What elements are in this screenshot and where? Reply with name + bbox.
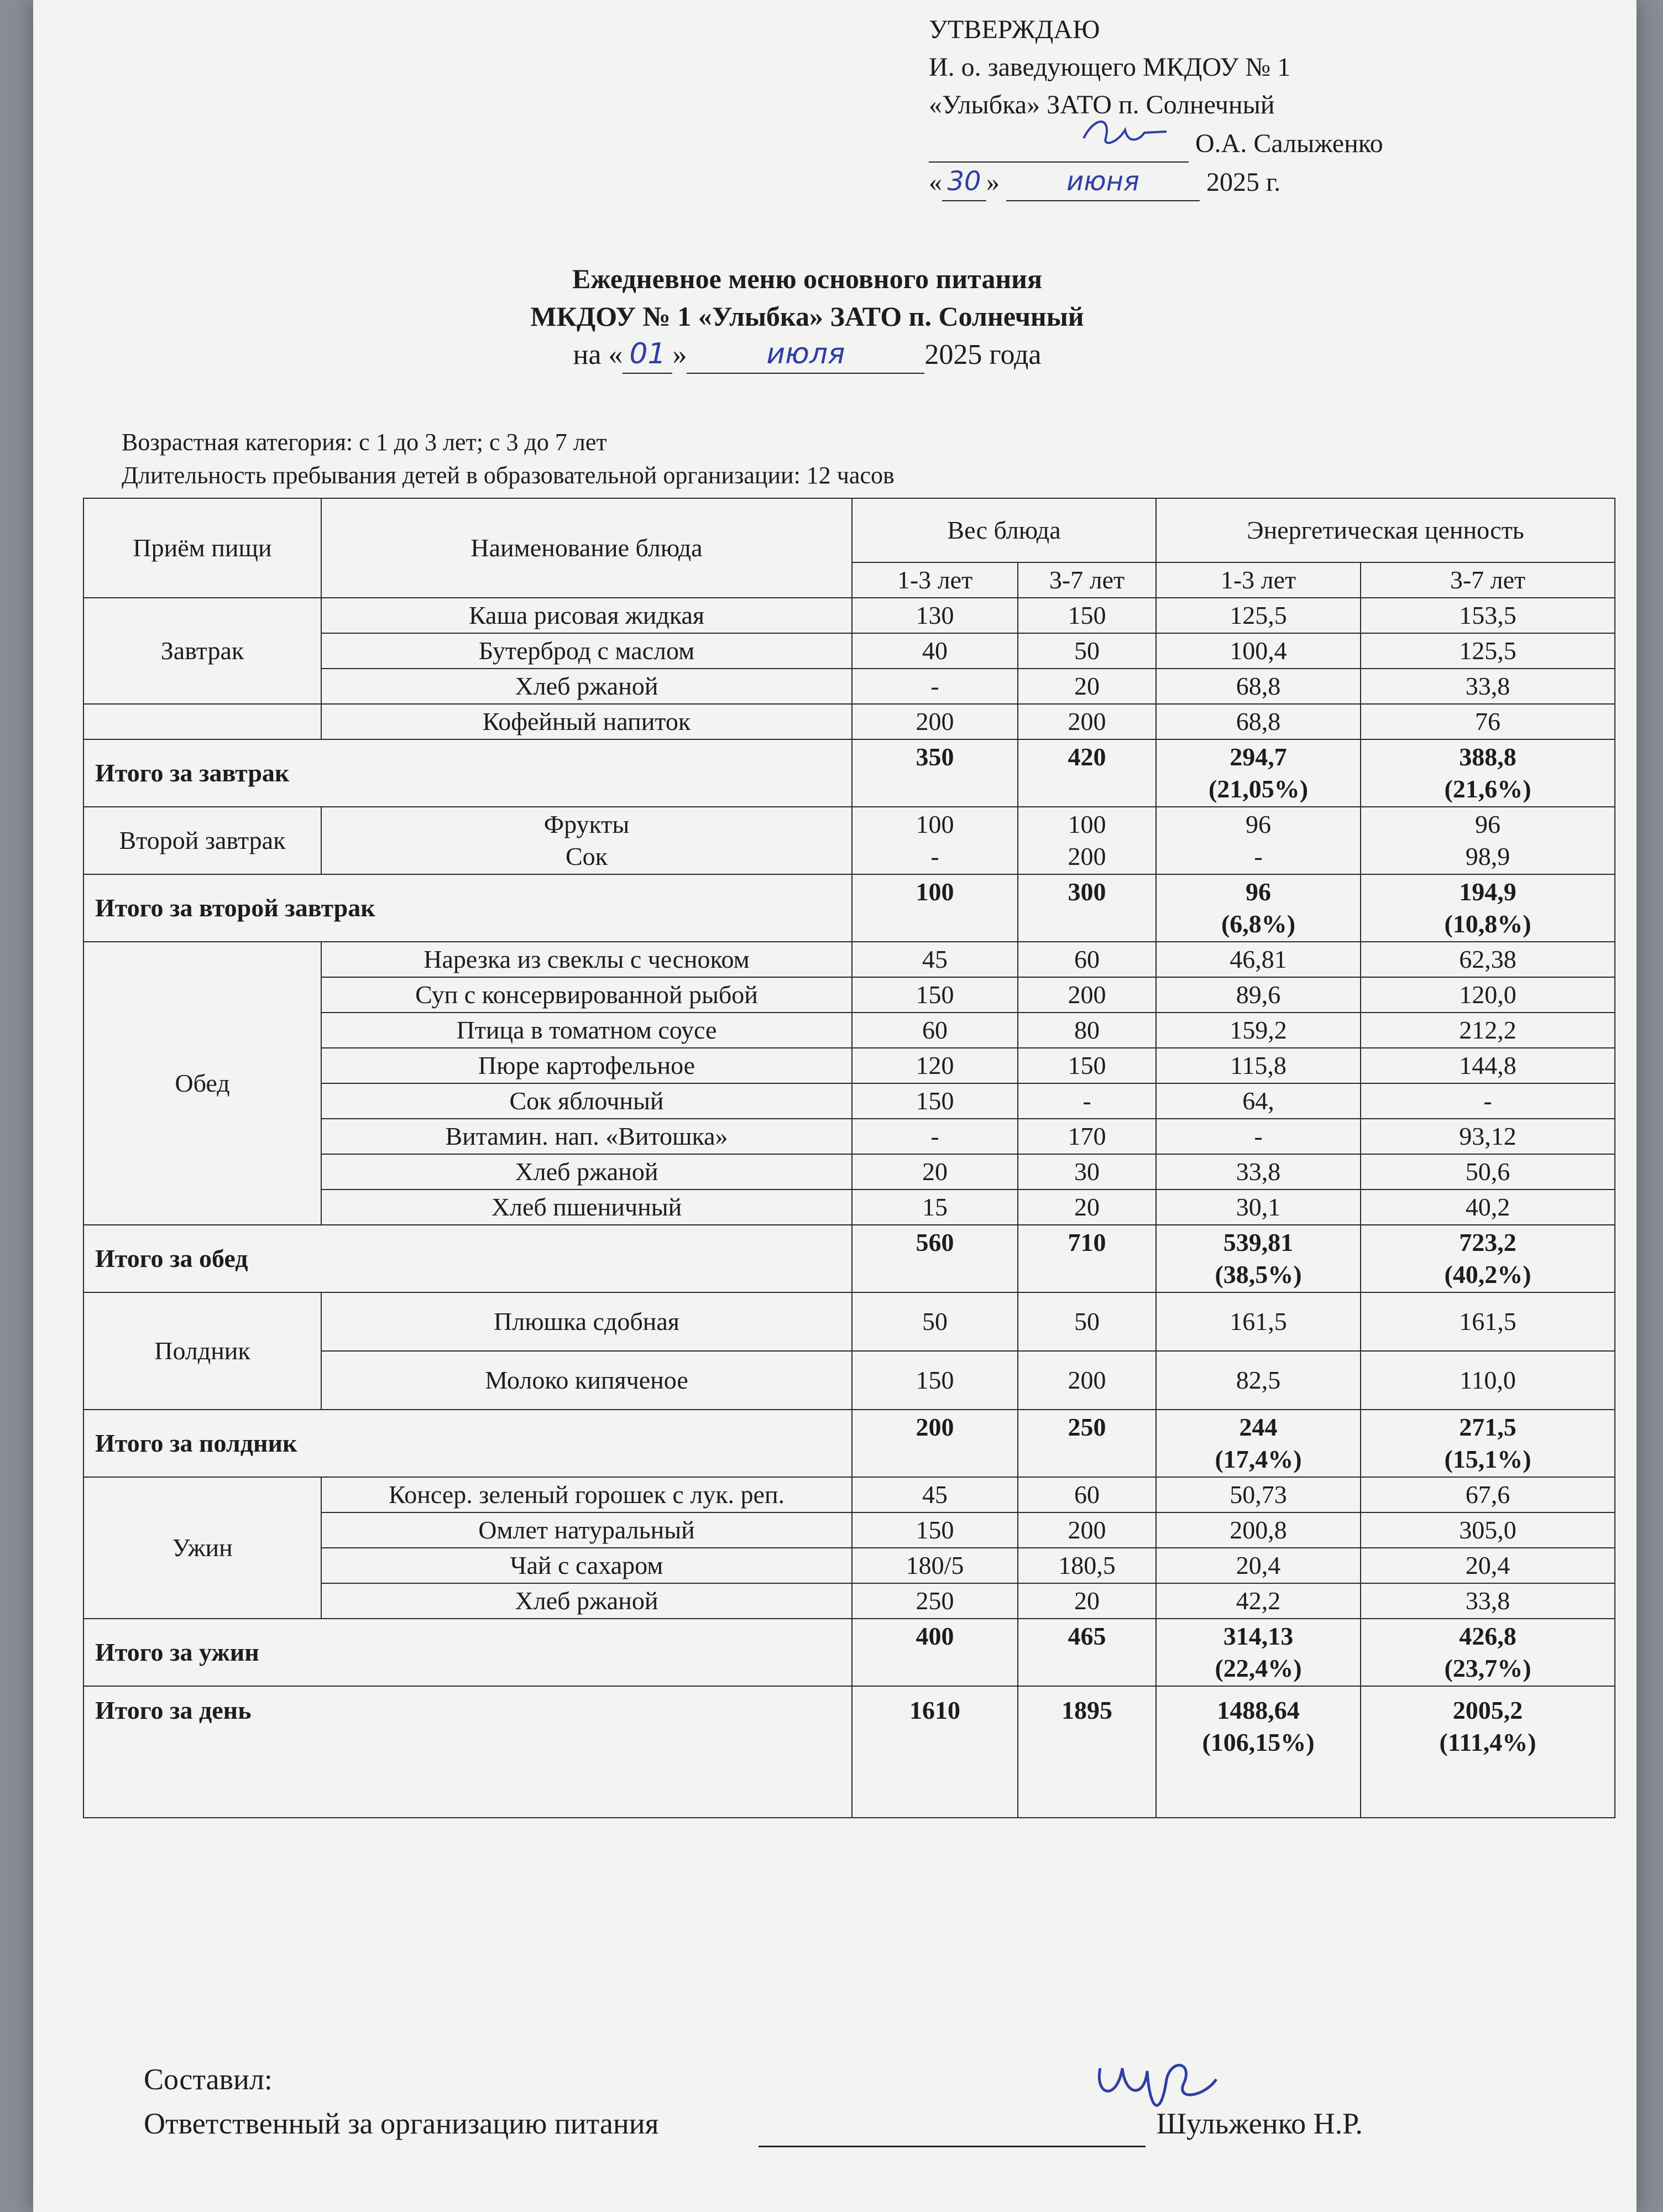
dish-fruit: Фрукты xyxy=(543,810,630,838)
energy-1-3: 115,8 xyxy=(1156,1048,1361,1083)
total-energy-percent: (10,8%) xyxy=(1444,910,1531,938)
weight-3-7: 50 xyxy=(1018,633,1156,669)
total-energy-value: 388,8 xyxy=(1459,743,1516,771)
approval-heading: УТВЕРЖДАЮ xyxy=(929,15,1100,44)
total-row xyxy=(83,1225,1615,1292)
approval-date-close: » xyxy=(986,168,1000,197)
weight-1-3: 150 xyxy=(852,977,1018,1013)
header-meal: Приём пищи xyxy=(83,498,321,598)
header-weight-3-7: 3-7 лет xyxy=(1018,562,1156,598)
title-date-suffix: 2025 года xyxy=(924,339,1042,371)
approval-signer: О.А. Салыженко xyxy=(1195,129,1383,158)
energy-1-3: 161,5 xyxy=(1156,1292,1361,1351)
total-weight-1-3: 100 xyxy=(852,874,1018,942)
dish-name: Суп с консервированной рыбой xyxy=(321,977,852,1013)
total-energy-percent: (21,05%) xyxy=(1208,775,1309,803)
footer-name: Шульженко Н.Р. xyxy=(1156,2107,1363,2140)
total-energy-value: 539,81 xyxy=(1223,1228,1294,1256)
weight-3-7: 50 xyxy=(1018,1292,1156,1351)
weight-1-3: 250 xyxy=(852,1583,1018,1619)
age-category: Возрастная категория: с 1 до 3 лет; с 3 до 7 лет xyxy=(122,429,607,456)
weight-3-7: 30 xyxy=(1018,1154,1156,1190)
weight-3-7: 20 xyxy=(1018,1583,1156,1619)
header-energy-1-3: 1-3 лет xyxy=(1156,562,1361,598)
total-energy-percent: (22,4%) xyxy=(1215,1654,1302,1682)
title-date xyxy=(365,335,1249,374)
dish-name: Пюре картофельное xyxy=(321,1048,852,1083)
day-total-energy-value: 1488,64 xyxy=(1217,1696,1300,1724)
total-energy-1-3 xyxy=(1156,874,1361,942)
energy-1-3: 125,5 xyxy=(1156,598,1361,633)
energy-1-3: 68,8 xyxy=(1156,704,1361,739)
energy-3-7: 67,6 xyxy=(1361,1477,1615,1512)
footer-role: Ответственный за организацию питания xyxy=(144,2107,659,2140)
header-weight: Вес блюда xyxy=(852,498,1156,562)
total-energy-value: 723,2 xyxy=(1459,1228,1516,1256)
meal-empty xyxy=(83,704,321,739)
table-row xyxy=(83,1477,1615,1512)
total-row xyxy=(83,874,1615,942)
table-row xyxy=(83,1292,1615,1351)
day-total-energy-value: 2005,2 xyxy=(1452,1696,1523,1724)
total-energy-3-7 xyxy=(1361,739,1615,807)
dish-name: Хлеб ржаной xyxy=(321,1154,852,1190)
weight-1-3: 20 xyxy=(852,1154,1018,1190)
total-row xyxy=(83,1619,1615,1686)
energy-3-7: 110,0 xyxy=(1361,1351,1615,1410)
header-dish: Наименование блюда xyxy=(321,498,852,598)
weight-3-7: 180,5 xyxy=(1018,1548,1156,1583)
total-weight-3-7: 710 xyxy=(1018,1225,1156,1292)
weight-3-7: 60 xyxy=(1018,1477,1156,1512)
dish-name: Хлеб ржаной xyxy=(321,1583,852,1619)
title-line-2: МКДОУ № 1 «Улыбка» ЗАТО п. Солнечный xyxy=(530,301,1084,332)
dish-name: Нарезка из свеклы с чесноком xyxy=(321,942,852,977)
weight-3-7: 200 xyxy=(1018,977,1156,1013)
energy-3-7: 212,2 xyxy=(1361,1013,1615,1048)
approval-organization: «Улыбка» ЗАТО п. Солнечный xyxy=(929,90,1275,119)
stay-duration: Длительность пребывания детей в образовательной организации: 12 часов xyxy=(122,462,895,489)
weight-1-3: - xyxy=(852,1119,1018,1154)
weight-1-3: 40 xyxy=(852,633,1018,669)
approval-date-month: июня xyxy=(1006,163,1200,201)
weight-3-7: 200 xyxy=(1018,1512,1156,1548)
total-energy-value: 426,8 xyxy=(1459,1622,1516,1650)
document-page xyxy=(33,0,1636,2212)
total-energy-percent: (23,7%) xyxy=(1444,1654,1531,1682)
total-energy-value: 244 xyxy=(1239,1413,1278,1441)
title-date-prefix: на « xyxy=(573,339,623,371)
weight-1-3: 150 xyxy=(852,1083,1018,1119)
weight-value: 100 xyxy=(916,810,954,838)
approval-date-day: 30 xyxy=(942,163,986,201)
dish-name: Омлет натуральный xyxy=(321,1512,852,1548)
meal-snack: Полдник xyxy=(83,1292,321,1410)
total-energy-3-7 xyxy=(1361,1619,1615,1686)
total-energy-percent: (6,8%) xyxy=(1221,910,1296,938)
total-weight-3-7: 250 xyxy=(1018,1410,1156,1477)
total-label: Итого за ужин xyxy=(83,1619,852,1686)
dish-name: Сок яблочный xyxy=(321,1083,852,1119)
energy-1-3: 100,4 xyxy=(1156,633,1361,669)
energy-1-3: 64, xyxy=(1156,1083,1361,1119)
header-row xyxy=(83,498,1615,562)
total-energy-3-7 xyxy=(1361,1225,1615,1292)
total-energy-1-3 xyxy=(1156,739,1361,807)
footer-signature-mark xyxy=(1084,2046,1227,2124)
dish-name: Чай с сахаром xyxy=(321,1548,852,1583)
total-weight-3-7: 465 xyxy=(1018,1619,1156,1686)
energy-1-3: 200,8 xyxy=(1156,1512,1361,1548)
weight-value: - xyxy=(930,842,939,870)
total-weight-1-3: 200 xyxy=(852,1410,1018,1477)
weight-3-7: 80 xyxy=(1018,1013,1156,1048)
energy-value: 98,9 xyxy=(1465,842,1510,870)
total-weight-3-7: 300 xyxy=(1018,874,1156,942)
total-energy-value: 96 xyxy=(1246,878,1272,906)
weight-3-7: 20 xyxy=(1018,1190,1156,1225)
energy-3-7: 305,0 xyxy=(1361,1512,1615,1548)
title-date-close: » xyxy=(672,339,687,371)
header-energy-3-7: 3-7 лет xyxy=(1361,562,1615,598)
weight-1-3: 150 xyxy=(852,1351,1018,1410)
day-total-weight-3-7: 1895 xyxy=(1018,1686,1156,1818)
energy-3-7: 93,12 xyxy=(1361,1119,1615,1154)
total-row xyxy=(83,739,1615,807)
day-total-energy-3-7 xyxy=(1361,1686,1615,1818)
total-energy-value: 294,7 xyxy=(1230,743,1287,771)
weight-1-3: 45 xyxy=(852,1477,1018,1512)
energy-3-7: 20,4 xyxy=(1361,1548,1615,1583)
dish-name: Птица в томатном соусе xyxy=(321,1013,852,1048)
day-total-weight-1-3: 1610 xyxy=(852,1686,1018,1818)
meal-second-breakfast: Второй завтрак xyxy=(83,807,321,874)
total-energy-1-3 xyxy=(1156,1225,1361,1292)
weight-1-3: - xyxy=(852,669,1018,704)
energy-3-7: 33,8 xyxy=(1361,1583,1615,1619)
table-row xyxy=(83,807,1615,874)
approval-block xyxy=(929,11,1383,201)
total-energy-percent: (17,4%) xyxy=(1215,1445,1302,1473)
day-total-label: Итого за день xyxy=(83,1686,852,1818)
total-energy-percent: (38,5%) xyxy=(1215,1260,1302,1288)
weight-3-7 xyxy=(1018,807,1156,874)
weight-3-7: 20 xyxy=(1018,669,1156,704)
document-title xyxy=(365,260,1249,374)
meal-dinner: Ужин xyxy=(83,1477,321,1619)
energy-3-7: 40,2 xyxy=(1361,1190,1615,1225)
energy-3-7: 144,8 xyxy=(1361,1048,1615,1083)
weight-3-7: 60 xyxy=(1018,942,1156,977)
day-total-energy-percent: (106,15%) xyxy=(1202,1728,1315,1756)
approval-date-open: « xyxy=(929,168,942,197)
dish-name xyxy=(321,807,852,874)
energy-3-7: 76 xyxy=(1361,704,1615,739)
dish-name: Бутерброд с маслом xyxy=(321,633,852,669)
weight-1-3: 150 xyxy=(852,1512,1018,1548)
total-energy-value: 194,9 xyxy=(1459,878,1516,906)
energy-3-7: 50,6 xyxy=(1361,1154,1615,1190)
dish-name: Плюшка сдобная xyxy=(321,1292,852,1351)
weight-1-3: 120 xyxy=(852,1048,1018,1083)
weight-1-3: 60 xyxy=(852,1013,1018,1048)
total-weight-1-3: 560 xyxy=(852,1225,1018,1292)
weight-1-3: 180/5 xyxy=(852,1548,1018,1583)
weight-1-3: 200 xyxy=(852,704,1018,739)
energy-1-3: 68,8 xyxy=(1156,669,1361,704)
total-weight-1-3: 400 xyxy=(852,1619,1018,1686)
total-energy-percent: (21,6%) xyxy=(1444,775,1531,803)
total-energy-1-3 xyxy=(1156,1410,1361,1477)
weight-3-7: 170 xyxy=(1018,1119,1156,1154)
dish-juice: Сок xyxy=(565,842,608,870)
weight-1-3: 45 xyxy=(852,942,1018,977)
energy-3-7: 120,0 xyxy=(1361,977,1615,1013)
weight-3-7: - xyxy=(1018,1083,1156,1119)
title-date-day: 01 xyxy=(623,335,672,374)
dish-name: Кофейный напиток xyxy=(321,704,852,739)
menu-table xyxy=(83,498,1615,1818)
energy-3-7: 62,38 xyxy=(1361,942,1615,977)
weight-3-7: 200 xyxy=(1018,1351,1156,1410)
meal-breakfast: Завтрак xyxy=(83,598,321,704)
footer-compiled: Составил: xyxy=(144,2063,273,2096)
title-line-1: Ежедневное меню основного питания xyxy=(572,263,1043,294)
meal-lunch: Обед xyxy=(83,942,321,1225)
energy-3-7: - xyxy=(1361,1083,1615,1119)
header-energy: Энергетическая ценность xyxy=(1156,498,1615,562)
table-row xyxy=(83,704,1615,739)
energy-3-7: 125,5 xyxy=(1361,633,1615,669)
energy-3-7 xyxy=(1361,807,1615,874)
dish-name: Консер. зеленый горошек с лук. реп. xyxy=(321,1477,852,1512)
energy-value: 96 xyxy=(1475,810,1501,838)
approval-position: И. о. заведующего МКДОУ № 1 xyxy=(929,53,1291,82)
day-total-energy-1-3 xyxy=(1156,1686,1361,1818)
dish-name: Хлеб ржаной xyxy=(321,669,852,704)
total-energy-percent: (15,1%) xyxy=(1444,1445,1531,1473)
total-energy-3-7 xyxy=(1361,1410,1615,1477)
energy-3-7: 153,5 xyxy=(1361,598,1615,633)
energy-1-3: 82,5 xyxy=(1156,1351,1361,1410)
energy-1-3: 159,2 xyxy=(1156,1013,1361,1048)
weight-1-3: 15 xyxy=(852,1190,1018,1225)
energy-1-3: 42,2 xyxy=(1156,1583,1361,1619)
dish-name: Витамин. нап. «Витошка» xyxy=(321,1119,852,1154)
total-label: Итого за завтрак xyxy=(83,739,852,807)
total-energy-value: 314,13 xyxy=(1223,1622,1294,1650)
meta-info xyxy=(122,426,895,492)
total-energy-3-7 xyxy=(1361,874,1615,942)
energy-3-7: 161,5 xyxy=(1361,1292,1615,1351)
approval-date-year: 2025 г. xyxy=(1206,168,1281,197)
weight-value: 200 xyxy=(1068,842,1106,870)
energy-value: 96 xyxy=(1246,810,1272,838)
weight-1-3: 50 xyxy=(852,1292,1018,1351)
energy-1-3: 89,6 xyxy=(1156,977,1361,1013)
energy-1-3: 50,73 xyxy=(1156,1477,1361,1512)
total-label: Итого за обед xyxy=(83,1225,852,1292)
total-energy-value: 271,5 xyxy=(1459,1413,1516,1441)
dish-name: Хлеб пшеничный xyxy=(321,1190,852,1225)
dish-name: Молоко кипяченое xyxy=(321,1351,852,1410)
energy-value: - xyxy=(1254,842,1263,870)
total-row xyxy=(83,1410,1615,1477)
approval-date xyxy=(929,163,1383,201)
day-total-energy-percent: (111,4%) xyxy=(1439,1728,1536,1756)
weight-value: 100 xyxy=(1068,810,1106,838)
total-label: Итого за полдник xyxy=(83,1410,852,1477)
weight-3-7: 200 xyxy=(1018,704,1156,739)
header-weight-1-3: 1-3 лет xyxy=(852,562,1018,598)
weight-1-3: 130 xyxy=(852,598,1018,633)
energy-1-3: 46,81 xyxy=(1156,942,1361,977)
total-energy-percent: (40,2%) xyxy=(1444,1260,1531,1288)
dish-name: Каша рисовая жидкая xyxy=(321,598,852,633)
weight-3-7: 150 xyxy=(1018,1048,1156,1083)
total-label: Итого за второй завтрак xyxy=(83,874,852,942)
approval-signature-mark xyxy=(1073,111,1172,155)
energy-1-3: 20,4 xyxy=(1156,1548,1361,1583)
day-total-row xyxy=(83,1686,1615,1818)
total-weight-1-3: 350 xyxy=(852,739,1018,807)
weight-3-7: 150 xyxy=(1018,598,1156,633)
energy-1-3: 30,1 xyxy=(1156,1190,1361,1225)
total-weight-3-7: 420 xyxy=(1018,739,1156,807)
table-row xyxy=(83,598,1615,633)
table-row xyxy=(83,942,1615,977)
energy-1-3 xyxy=(1156,807,1361,874)
total-energy-1-3 xyxy=(1156,1619,1361,1686)
weight-1-3 xyxy=(852,807,1018,874)
energy-1-3: - xyxy=(1156,1119,1361,1154)
energy-1-3: 33,8 xyxy=(1156,1154,1361,1190)
energy-3-7: 33,8 xyxy=(1361,669,1615,704)
title-date-month: июля xyxy=(687,335,924,374)
